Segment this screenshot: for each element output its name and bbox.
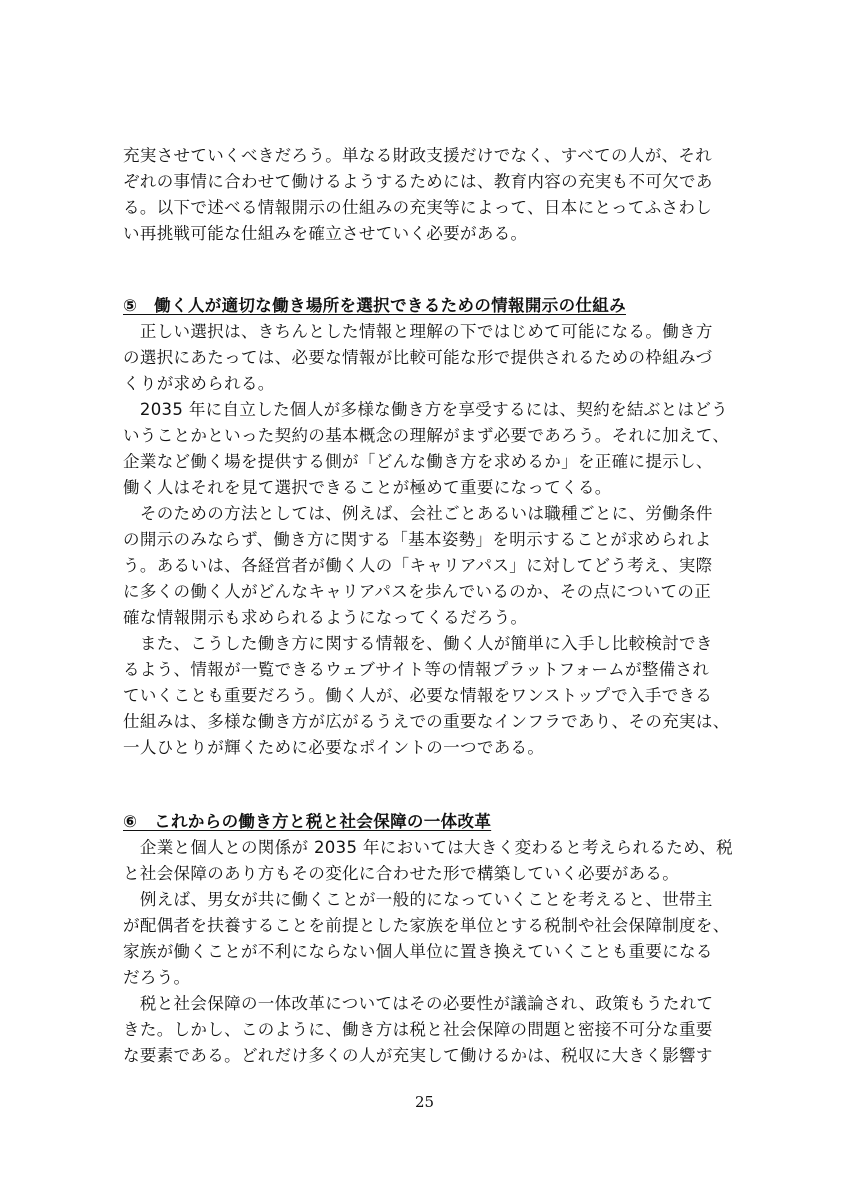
paragraph-line: 正しい選択は、きちんとした情報と理解の下ではじめて可能になる。働き方 [123, 322, 713, 341]
paragraph-line: 企業と個人との関係が 2035 年においては大きく変わると考えられるため、税 [123, 838, 733, 857]
paragraph-line: 仕組みは、多様な働き方が広がるうえでの重要なインフラであり、その充実は、 [123, 712, 730, 731]
paragraph-line: いうことかといった契約の基本概念の理解がまず必要であろう。それに加えて、 [123, 426, 730, 445]
paragraph-line: だろう。 [123, 968, 191, 987]
section-6-heading: ⑥ これからの働き方と税と社会保障の一体改革 [123, 812, 492, 831]
paragraph-line: の選択にあたっては、必要な情報が比較可能な形で提供されるための枠組みづ [123, 348, 713, 367]
paragraph-line: ていくことも重要だろう。働く人が、必要な情報をワンストップで入手できる [123, 686, 713, 705]
paragraph-line: 充実させていくべきだろう。単なる財政支援だけでなく、すべての人が、それ [123, 146, 713, 165]
paragraph-line: 企業など働く場を提供する側が「どんな働き方を求めるか」を正確に提示し、 [123, 452, 713, 471]
paragraph-line: 例えば、男女が共に働くことが一般的になっていくことを考えると、世帯主 [123, 890, 713, 909]
paragraph-line: 一人ひとりが輝くために必要なポイントの一つである。 [123, 738, 545, 757]
paragraph-line: る。以下で述べる情報開示の仕組みの充実等によって、日本にとってふさわし [123, 198, 713, 217]
paragraph-line: 2035 年に自立した個人が多様な働き方を享受するには、契約を結ぶとはどう [123, 400, 729, 419]
paragraph-line: きた。しかし、このように、働き方は税と社会保障の問題と密接不可分な重要 [123, 1020, 713, 1039]
section-5-heading: ⑤ 働く人が適切な働き場所を選択できるための情報開示の仕組み [123, 296, 626, 315]
paragraph-line: に多くの働く人がどんなキャリアパスを歩んでいるのか、その点についての正 [123, 582, 712, 601]
paragraph-line: う。あるいは、各経営者が働く人の「キャリアパス」に対してどう考え、実際 [123, 556, 713, 575]
page-number: 25 [414, 1093, 435, 1111]
paragraph-line: な要素である。どれだけ多くの人が充実して働けるかは、税収に大きく影響す [123, 1046, 713, 1065]
paragraph-line: い再挑戦可能な仕組みを確立させていく必要がある。 [123, 224, 528, 243]
paragraph-line: くりが求められる。 [123, 374, 275, 393]
paragraph-line: 確な情報開示も求められるようになってくるだろう。 [123, 608, 528, 627]
paragraph-line: と社会保障のあり方もその変化に合わせた形で構築していく必要がある。 [123, 864, 680, 883]
paragraph-line: が配偶者を扶養することを前提とした家族を単位とする税制や社会保障制度を、 [123, 916, 730, 935]
paragraph-line: また、こうした働き方に関する情報を、働く人が簡単に入手し比較検討でき [123, 634, 713, 653]
paragraph-line: の開示のみならず、働き方に関する「基本姿勢」を明示することが求められよ [123, 530, 712, 549]
paragraph-line: るよう、情報が一覧できるウェブサイト等の情報プラットフォームが整備され [123, 660, 710, 679]
paragraph-line: 働く人はそれを見て選択できることが極めて重要になってくる。 [123, 478, 612, 497]
paragraph-line: ぞれの事情に合わせて働けるようするためには、教育内容の充実も不可欠であ [123, 172, 713, 191]
paragraph-line: 税と社会保障の一体改革についてはその必要性が議論され、政策もうたれて [123, 994, 714, 1013]
paragraph-line: そのための方法としては、例えば、会社ごとあるいは職種ごとに、労働条件 [123, 504, 713, 523]
paragraph-line: 家族が働くことが不利にならない個人単位に置き換えていくことも重要になる [123, 942, 713, 961]
